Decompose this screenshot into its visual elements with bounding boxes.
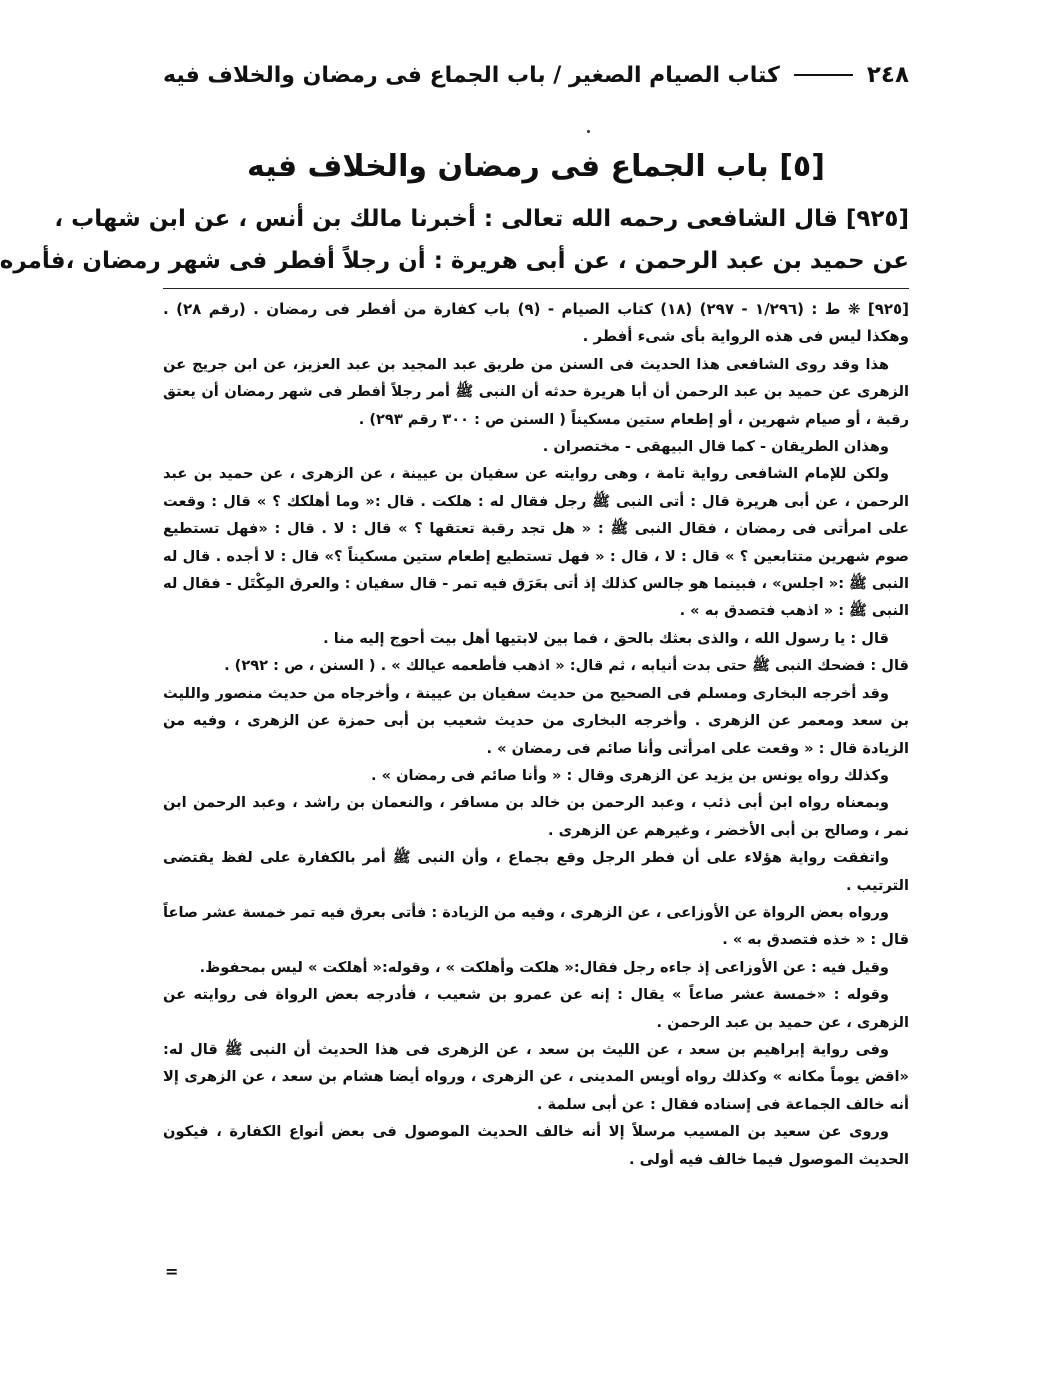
page-number: ٢٤٨ — [866, 62, 909, 88]
footnote-paragraph: وقد أخرجه البخارى ومسلم فى الصحيح من حديث سفيان بن عيينة ، وأخرجاه من حديث منصور والليث بن سعد ومعمر عن الزهرى . وأخرجه البخارى من حديث شعيب بن أبى حمزة عن الزهرى ، وفيه من الزيادة قال : « وقعت على امرأتى وأنا صائم فى رمضان » . — [163, 684, 909, 757]
header-divider — [794, 74, 853, 76]
footnote-paragraph: قال : فضحك النبى ﷺ حتى بدت أنيابه ، ثم قال: « اذهب فأطعمه عيالك » . ( السنن ، ص : ٢٩٢) . — [224, 657, 909, 675]
footnote-paragraph: وهذان الطريقان - كما قال البيهقى - مختصران . — [542, 438, 889, 456]
footnote-paragraph: وكذلك رواه يونس بن يزيد عن الزهرى وقال : « وأنا صائم فى رمضان » . — [370, 766, 889, 784]
footnote-paragraph: وروى عن سعيد بن المسيب مرسلاً إلا أنه خالف الحديث الموصول فى بعض أنواع الكفارة ، فيكون الحديث الموصول فيما خالف فيه أولى . — [163, 1123, 909, 1168]
footnote-paragraph: وفى رواية إبراهيم بن سعد ، عن الليث بن سعد ، عن الزهرى فى هذا الحديث أن النبى ﷺ قال له: «اقض يوماً مكانه » وكذلك رواه أويس المدينى ، عن الزهرى ، ورواه أيضا هشام بن سعد ، عن الزهرى إلا أنه خالف الجماعة فى إسناده فقال : عن أبى سلمة . — [163, 1040, 909, 1113]
continuation-mark: = — [165, 1262, 179, 1281]
footnotes — [163, 296, 909, 1173]
running-header — [163, 58, 909, 92]
footnote-paragraph: وبمعناه رواه ابن أبى ذئب ، وعبد الرحمن بن خالد بن مسافر ، والنعمان بن راشد ، وعبد الرحمن ابن نمر ، وصالح بن أبى الأخضر ، وغيرهم عن الزهرى . — [163, 794, 909, 839]
main-text-line: [٩٢٥] قال الشافعى رحمه الله تعالى : أخبرنا مالك بن أنس ، عن ابن شهاب ، — [54, 206, 909, 232]
running-title: كتاب الصيام الصغير / باب الجماع فى رمضان والخلاف فيه — [163, 62, 780, 88]
main-text-line: عن حميد بن عبد الرحمن ، عن أبى هريرة : أن رجلاً أفطر فى شهر رمضان ،فأمره — [0, 248, 909, 274]
ornament-dot — [587, 130, 590, 133]
footnote-paragraph: قال : يا رسول الله ، والذى بعثك بالحق ، فما بين لابتيها أهل بيت أحوج إليه منا . — [323, 629, 889, 647]
footnote-paragraph: هذا وقد روى الشافعى هذا الحديث فى السنن من طريق عبد المجيد بن عبد العزيز، عن ابن جريج عن الزهرى عن حميد بن عبد الرحمن أن أبا هريرة حدثه أن النبى ﷺ أمر رجلاً أفطر فى شهر رمضان أن يعتق رقبة ، أو صيام شهرين ، أو إطعام ستين مسكيناً ( السنن ص : ٣٠٠ رقم ٢٩٣) . — [163, 355, 909, 428]
footnote-paragraph: وقيل فيه : عن الأوزاعى إذ جاءه رجل فقال:« هلكت وأهلكت » ، وقوله:« أهلكت » ليس بمحفوظ. — [199, 958, 889, 976]
footnote-paragraph: [٩٢٥] ❋ ط : (١/٢٩٦ - ٢٩٧) (١٨) كتاب الصيام - (٩) باب كفارة من أفطر فى رمضان . (رقم ٢٨) . وهكذا ليس فى هذه الرواية بأى شىء أفطر . — [163, 300, 910, 346]
footnote-paragraph: ورواه بعض الرواة عن الأوزاعى ، عن الزهرى ، وفيه من الزيادة : فأتى بعرق فيه تمر خمسة عشر صاعاً قال : « خذه فتصدق به » . — [163, 903, 909, 949]
footnote-paragraph: ولكن للإمام الشافعى رواية تامة ، وهى روايته عن سفيان بن عيينة ، عن الزهرى ، عن حميد بن عبد الرحمن ، عن أبى هريرة قال : أتى النبى ﷺ رجل فقال له : هلكت . قال :« وما أهلكك ؟ » قال : وقعت على امرأتى فى رمضان ، فقال النبى ﷺ : « هل تجد رقبة تعتقها ؟ » قال : لا . قال : «فهل تستطيع صوم شهرين متتابعين ؟ » قال : لا ، قال : « فهل تستطيع إطعام ستين مسكيناً ؟» قال : لا أجده . قال له النبى ﷺ :« اجلس» ، فبينما هو جالس كذلك إذ أتى بعَرَق فيه تمر - قال سفيان : والعرق المِكْتَل - فقال له النبى ﷺ : « اذهب فتصدق به » . — [163, 465, 909, 620]
footnote-paragraph: وقوله : «خمسة عشر صاعاً » يقال : إنه عن عمرو بن شعيب ، فأدرجه بعض الرواة فى روايته عن الزهرى ، عن حميد بن عبد الرحمن . — [163, 986, 909, 1031]
footnote-separator — [163, 288, 909, 289]
chapter-title: [٥] باب الجماع فى رمضان والخلاف فيه — [247, 149, 825, 184]
main-text — [0, 198, 909, 282]
footnote-paragraph: واتفقت رواية هؤلاء على أن فطر الرجل وقع بجماع ، وأن النبى ﷺ أمر بالكفارة على لفظ يقتضى الترتيب . — [163, 849, 909, 894]
